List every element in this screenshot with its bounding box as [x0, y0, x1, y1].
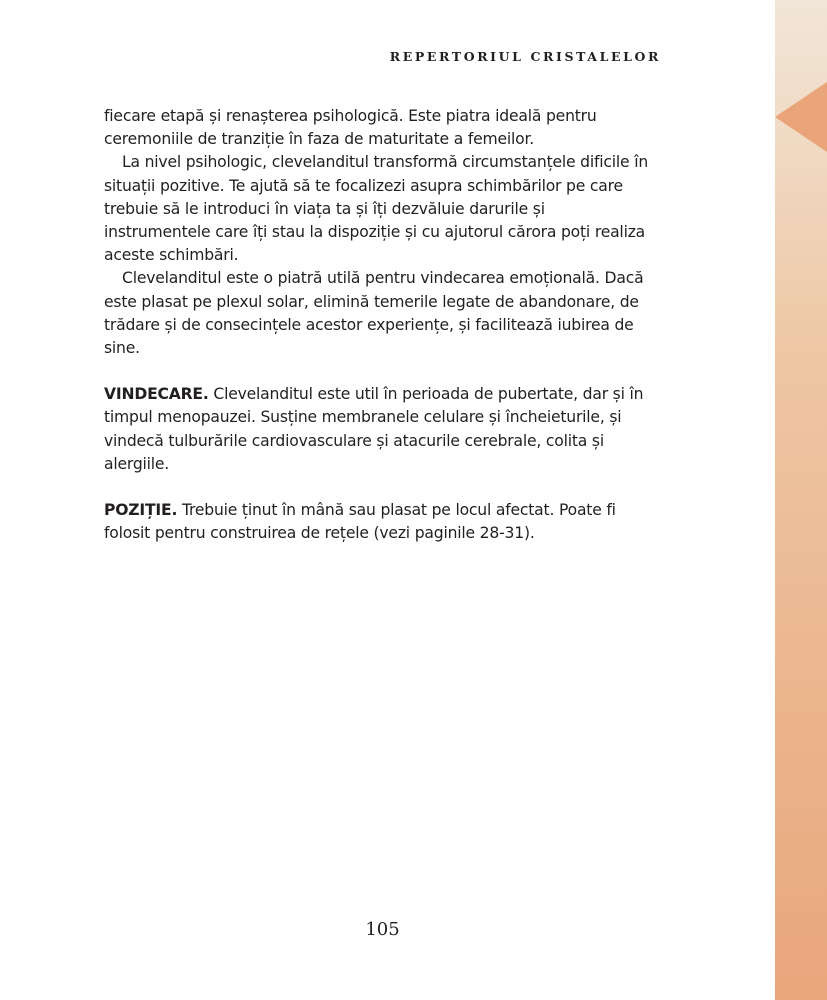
paragraph-psychological: La nivel psihologic, clevelanditul transformă circumstanțele dificile în situații pozitive. Te ajută să te focalizezi asupra schimbărilor pe care trebuie să le introduci în viața ta și îți dezvăluie darurile și instrumentele care îți stau la dispoziție și cu ajutorul cărora poți realiza aceste schimbări.	[104, 153, 649, 265]
section-text-pozitie: Trebuie ținut în mână sau plasat pe locul afectat. Poate fi folosit pentru construirea de rețele (vezi paginile 28-31).	[104, 501, 616, 543]
section-text-vindecare: Clevelanditul este util în perioada de pubertate, dar și în timpul menopauzei. Susține membranele celulare și încheieturile, și vindecă tulburările cardiovasculare și atacurile cerebrale, colita și alergiile.	[104, 385, 644, 473]
page-number: 105	[365, 919, 400, 940]
section-label-pozitie: POZIȚIE.	[104, 501, 178, 520]
thumb-tab-arrow-icon	[775, 82, 827, 152]
running-head: REPERTORIUL CRISTALELOR	[389, 49, 661, 64]
body-text	[104, 105, 656, 545]
paragraph-continuation: fiecare etapă și renașterea psihologică. Este piatra ideală pentru ceremoniile de tranziție în faza de maturitate a femeilor.	[104, 107, 597, 149]
section-vindecare	[104, 383, 656, 476]
section-label-vindecare: VINDECARE.	[104, 385, 209, 404]
paragraph-emotional: Clevelanditul este o piatră utilă pentru vindecarea emoțională. Dacă este plasat pe plexul solar, elimină temerile legate de abandonare, de trădare și de consecințele acestor experiențe, și facilitează iubirea de sine.	[104, 269, 644, 358]
section-pozitie	[104, 499, 656, 545]
